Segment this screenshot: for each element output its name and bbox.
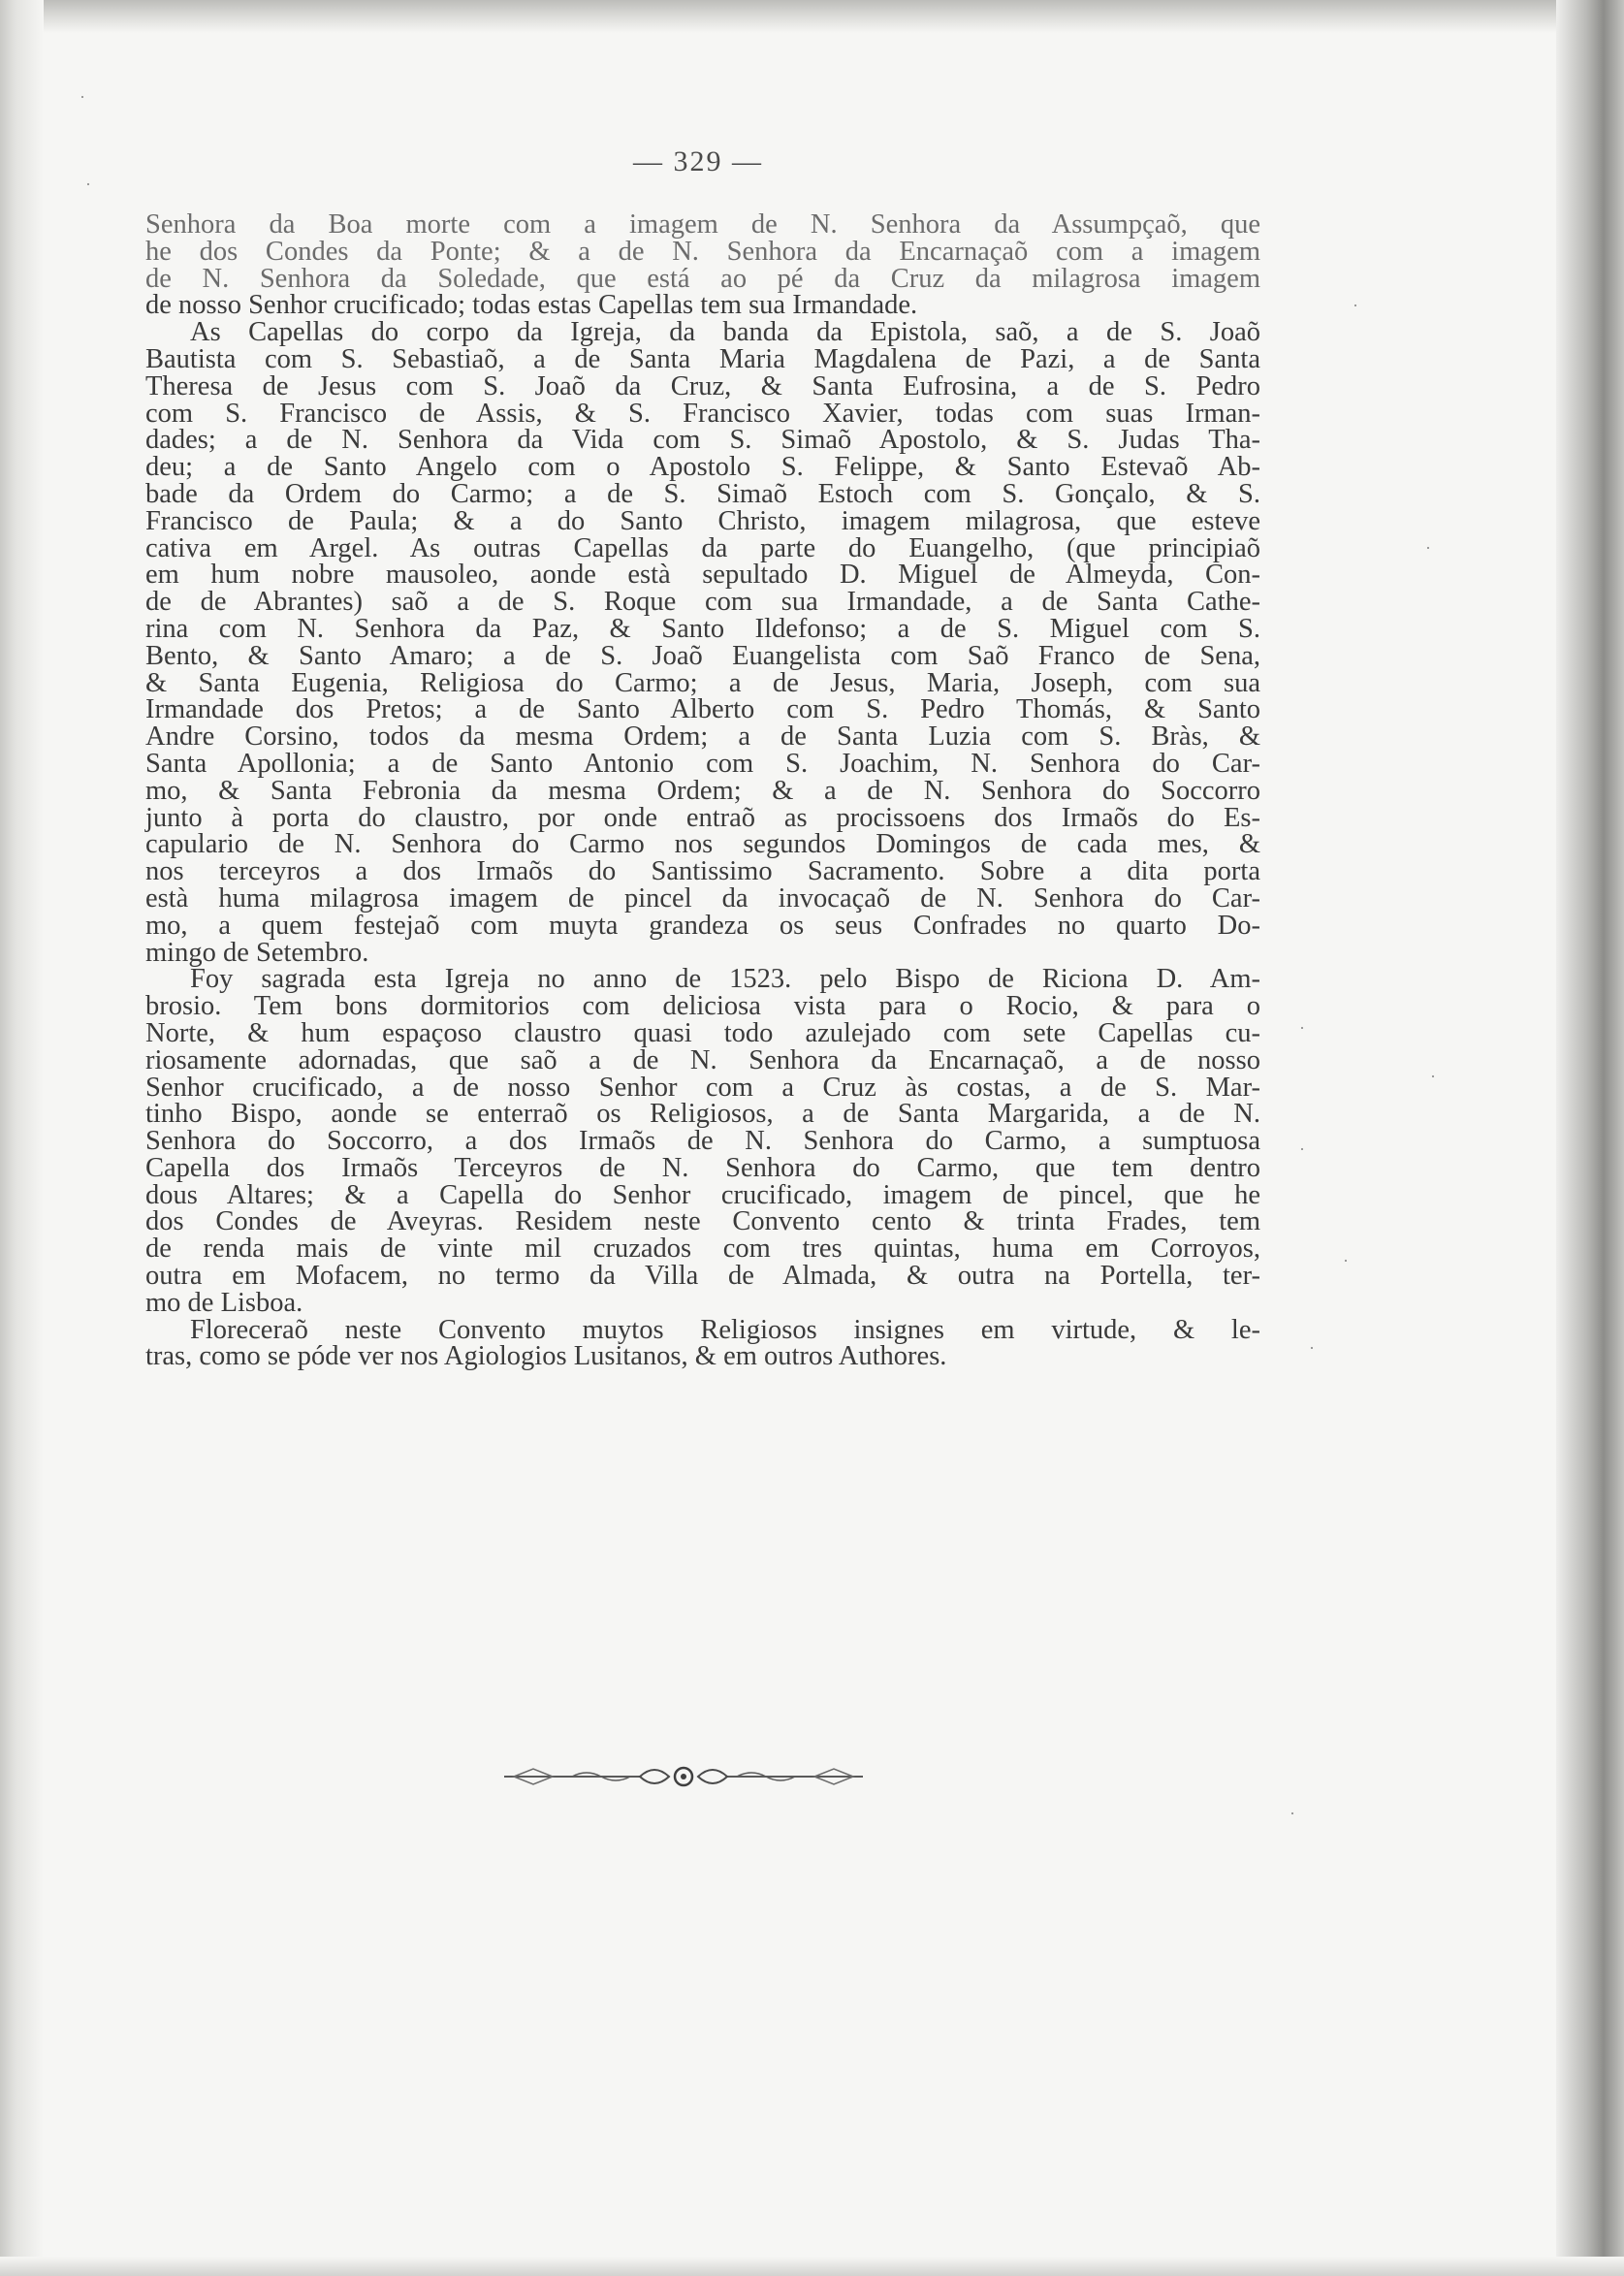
text-line: he dos Condes da Ponte; & a de N. Senhora da Encarnaçaõ com a imagem: [145, 236, 1260, 267]
text-line: dous Altares; & a Capella do Senhor crucificado, imagem de pincel, que he: [145, 1179, 1260, 1210]
text-line: capulario de N. Senhora do Carmo nos segundos Domingos de cada mes, &: [145, 829, 1260, 860]
text-line: com S. Francisco de Assis, & S. Francisco Xavier, todas com suas Irman-: [145, 398, 1260, 429]
text-line: Foy sagrada esta Igreja no anno de 1523. pelo Bispo de Riciona D. Am-: [190, 964, 1260, 995]
text-line: Andre Corsino, todos da mesma Ordem; a de Santa Luzia com S. Bràs, &: [145, 721, 1260, 753]
text-line: de de Abrantes) saõ a de S. Roque com sua Irmandade, a de Santa Cathe-: [145, 587, 1260, 618]
text-line: Senhor crucificado, a de nosso Senhor com a Cruz às costas, a de S. Mar-: [145, 1072, 1260, 1103]
body-text: [145, 211, 1260, 1370]
text-line: Bento, & Santo Amaro; a de S. Joaõ Euangelista com Saõ Franco de Sena,: [145, 640, 1260, 671]
text-line: bade da Ordem do Carmo; a de S. Simaõ Estoch com S. Gonçalo, & S.: [145, 478, 1260, 509]
text-line: brosio. Tem bons dormitorios com deliciosa vista para o Rocio, & para o: [145, 991, 1260, 1022]
text-line: As Capellas do corpo da Igreja, da banda da Epistola, saõ, a de S. Joaõ: [190, 317, 1260, 348]
text-line: tinho Bispo, aonde se enterraõ os Religiosos, a de Santa Margarida, a de N.: [145, 1099, 1260, 1130]
decorative-divider-ornament-icon: [494, 1757, 873, 1796]
page-number: — 329 —: [633, 145, 763, 177]
text-line: & Santa Eugenia, Religiosa do Carmo; a de Jesus, Maria, Joseph, com sua: [145, 667, 1260, 698]
text-line: Irmandade dos Pretos; a de Santo Alberto com S. Pedro Thomás, & Santo: [145, 694, 1260, 725]
text-line: de nosso Senhor crucificado; todas estas Capellas tem sua Irmandade.: [145, 290, 918, 321]
text-line: està huma milagrosa imagem de pincel da invocaçaõ de N. Senhora do Car-: [145, 882, 1260, 914]
text-line: Capella dos Irmaõs Terceyros de N. Senhora do Carmo, que tem dentro: [145, 1152, 1260, 1183]
text-line: mo, a quem festejaõ com muyta grandeza os seus Confrades no quarto Do-: [145, 910, 1260, 941]
scan-edge-left: [0, 0, 44, 2276]
scan-edge-top: [0, 0, 1624, 33]
text-line: Bautista com S. Sebastiaõ, a de Santa Maria Magdalena de Pazi, a de Santa: [145, 343, 1260, 374]
scan-edge-right: [1556, 0, 1624, 2276]
text-line: junto à porta do claustro, por onde entraõ as procissoens dos Irmaõs do Es-: [145, 802, 1260, 833]
text-line: outra em Mofacem, no termo da Villa de Almada, & outra na Portella, ter-: [145, 1261, 1260, 1292]
text-line: mo de Lisboa.: [145, 1287, 303, 1318]
text-line: de N. Senhora da Soledade, que está ao pé da Cruz da milagrosa imagem: [145, 263, 1260, 294]
text-line: em hum nobre mausoleo, aonde està sepultado D. Miguel de Almeyda, Con-: [145, 560, 1260, 591]
text-line: Senhora da Boa morte com a imagem de N. Senhora da Assumpçaõ, que: [145, 209, 1260, 240]
text-line: Theresa de Jesus com S. Joaõ da Cruz, & Santa Eufrosina, a de S. Pedro: [145, 370, 1260, 401]
text-line: dos Condes de Aveyras. Residem neste Convento cento & trinta Frades, tem: [145, 1206, 1260, 1237]
text-line: mo, & Santa Febronia da mesma Ordem; & a de N. Senhora do Soccorro: [145, 775, 1260, 806]
text-line: nos terceyros a dos Irmaõs do Santissimo Sacramento. Sobre a dita porta: [145, 856, 1260, 887]
text-line: Santa Apollonia; a de Santo Antonio com S. Joachim, N. Senhora do Car-: [145, 748, 1260, 779]
text-line: deu; a de Santo Angelo com o Apostolo S. Felippe, & Santo Estevaõ Ab-: [145, 452, 1260, 483]
text-line: tras, como se póde ver nos Agiologios Lusitanos, & em outros Authores.: [145, 1341, 947, 1372]
text-line: rina com N. Senhora da Paz, & Santo Ildefonso; a de S. Miguel com S.: [145, 613, 1260, 644]
scan-edge-bottom: [0, 2257, 1624, 2276]
text-line: dades; a de N. Senhora da Vida com S. Simaõ Apostolo, & S. Judas Tha-: [145, 425, 1260, 456]
text-line: de renda mais de vinte mil cruzados com tres quintas, huma em Corroyos,: [145, 1234, 1260, 1265]
text-line: Norte, & hum espaçoso claustro quasi todo azulejado com sete Capellas cu-: [145, 1017, 1260, 1048]
text-line: cativa em Argel. As outras Capellas da parte do Euangelho, (que principiaõ: [145, 532, 1260, 563]
text-line: mingo de Setembro.: [145, 937, 369, 968]
text-line: riosamente adornadas, que saõ a de N. Senhora da Encarnaçaõ, a de nosso: [145, 1044, 1260, 1075]
text-line: Floreceraõ neste Convento muytos Religiosos insignes em virtude, & le-: [190, 1314, 1260, 1345]
text-line: Senhora do Soccorro, a dos Irmaõs de N. Senhora do Carmo, a sumptuosa: [145, 1126, 1260, 1157]
text-line: Francisco de Paula; & a do Santo Christo, imagem milagrosa, que esteve: [145, 505, 1260, 536]
